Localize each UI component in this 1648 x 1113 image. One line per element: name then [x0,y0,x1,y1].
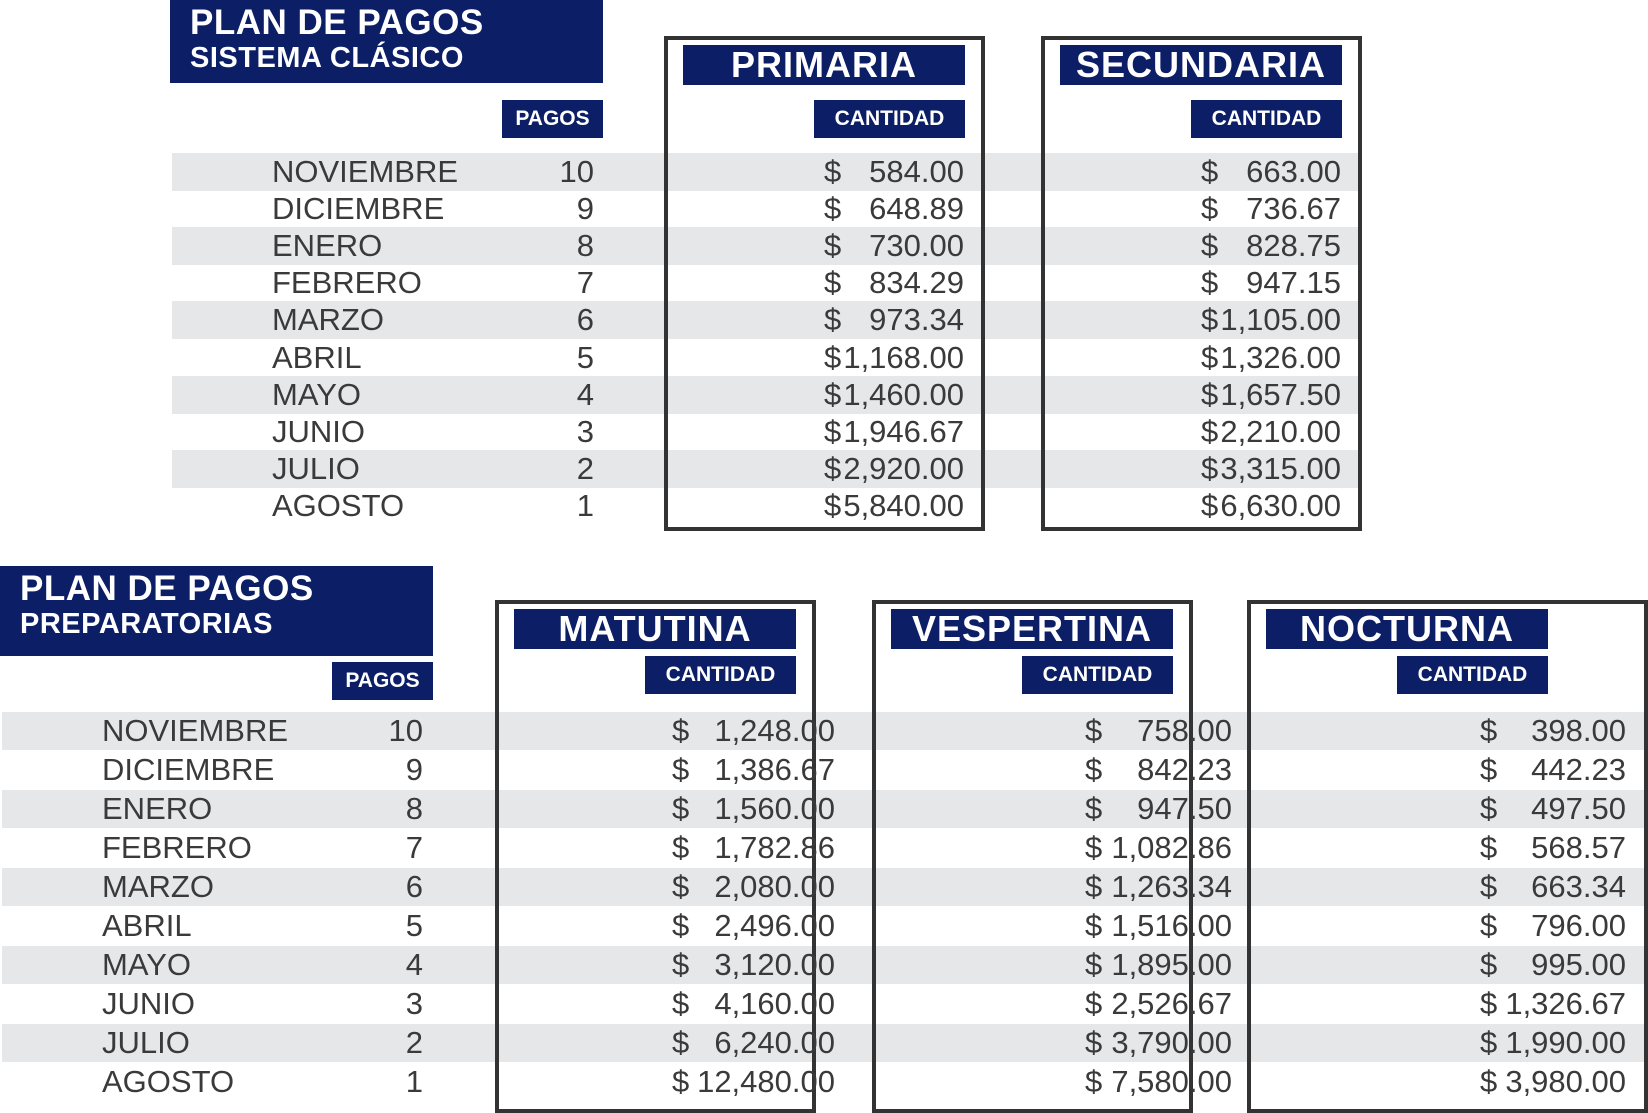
amount-value: 663.00 [1246,154,1341,189]
amount-value: 663.34 [1531,869,1626,904]
payment-count: 9 [576,191,594,227]
currency-symbol: $ [1480,947,1498,982]
amount-value: 584.00 [869,154,964,189]
payment-count: 6 [576,302,594,338]
currency-symbol: $ [672,1025,690,1060]
amount-value: 947.50 [1137,791,1232,826]
payment-count: 2 [405,1025,423,1060]
currency-symbol: $ [824,487,842,523]
amount-value: 2,080.00 [714,869,835,904]
currency-symbol: $ [1085,869,1103,904]
currency-symbol: $ [1085,986,1103,1021]
amount-value: 1,168.00 [843,339,964,375]
month-label: ABRIL [102,908,192,943]
currency-symbol: $ [672,869,690,904]
cantidad-header: CANTIDAD [814,100,965,138]
amount-value: 796.00 [1531,908,1626,943]
payment-count: 8 [576,228,594,264]
amount-value: 736.67 [1246,191,1341,227]
amount-value: 497.50 [1531,791,1626,826]
column-header: MATUTINA [514,609,796,649]
payment-count: 10 [388,713,423,748]
payment-count: 2 [576,450,594,486]
amount-value: 12,480.00 [697,1064,835,1099]
amount-value: 3,790.00 [1111,1025,1232,1060]
amount-value: 3,315.00 [1220,450,1341,486]
amount-value: 730.00 [869,228,964,264]
month-label: JUNIO [272,413,365,449]
amount-value: 1,386.67 [714,752,835,787]
currency-symbol: $ [1085,791,1103,826]
payment-count: 4 [576,376,594,412]
amount-value: 1,990.00 [1505,1025,1626,1060]
payment-count: 3 [405,986,423,1021]
amount-value: 6,240.00 [714,1025,835,1060]
section-title [0,566,433,656]
amount-value: 973.34 [869,302,964,338]
amount-value: 947.15 [1246,265,1341,301]
amount-value: 568.57 [1531,830,1626,865]
month-label: DICIEMBRE [272,191,445,227]
amount-value: 3,980.00 [1505,1064,1626,1099]
month-label: ENERO [102,791,213,826]
currency-symbol: $ [1480,713,1498,748]
payment-count: 5 [405,908,423,943]
column-header: PRIMARIA [683,45,965,85]
currency-symbol: $ [1201,450,1219,486]
amount-value: 5,840.00 [843,487,964,523]
amount-value: 828.75 [1246,228,1341,264]
amount-value: 1,946.67 [843,413,964,449]
month-label: FEBRERO [272,265,422,301]
amount-value: 1,460.00 [843,376,964,412]
currency-symbol: $ [1201,191,1219,227]
currency-symbol: $ [1480,869,1498,904]
currency-symbol: $ [824,302,842,338]
payment-count: 1 [576,487,594,523]
section-title-sub: SISTEMA CLÁSICO [190,42,464,74]
currency-symbol: $ [824,413,842,449]
currency-symbol: $ [1201,339,1219,375]
payment-count: 8 [405,791,423,826]
column-header: SECUNDARIA [1060,45,1342,85]
currency-symbol: $ [824,376,842,412]
currency-symbol: $ [672,830,690,865]
month-label: AGOSTO [102,1064,235,1099]
section-title-sub: PREPARATORIAS [20,608,274,640]
payment-count: 7 [405,830,423,865]
column-header: VESPERTINA [891,609,1173,649]
currency-symbol: $ [672,713,690,748]
cantidad-header: CANTIDAD [645,656,796,694]
payment-count: 5 [576,339,594,375]
pagos-header: PAGOS [502,100,603,138]
amount-value: 4,160.00 [714,986,835,1021]
currency-symbol: $ [1201,487,1219,523]
cantidad-header: CANTIDAD [1397,656,1548,694]
currency-symbol: $ [824,339,842,375]
currency-symbol: $ [672,947,690,982]
currency-symbol: $ [1201,302,1219,338]
currency-symbol: $ [1480,830,1498,865]
amount-value: 6,630.00 [1220,487,1341,523]
currency-symbol: $ [824,191,842,227]
amount-value: 834.29 [869,265,964,301]
currency-symbol: $ [824,228,842,264]
currency-symbol: $ [1201,376,1219,412]
payment-count: 7 [576,265,594,301]
month-label: JULIO [272,450,360,486]
month-label: DICIEMBRE [102,752,275,787]
currency-symbol: $ [1085,1064,1103,1099]
month-label: JULIO [102,1025,190,1060]
currency-symbol: $ [1085,1025,1103,1060]
amount-value: 1,782.86 [714,830,835,865]
cantidad-header: CANTIDAD [1191,100,1342,138]
currency-symbol: $ [824,154,842,189]
amount-value: 1,082.86 [1111,830,1232,865]
currency-symbol: $ [672,986,690,1021]
amount-value: 1,263.34 [1111,869,1232,904]
amount-value: 2,210.00 [1220,413,1341,449]
cantidad-header: CANTIDAD [1022,656,1173,694]
amount-value: 2,496.00 [714,908,835,943]
amount-value: 1,657.50 [1220,376,1341,412]
section-title [170,0,603,83]
currency-symbol: $ [1201,265,1219,301]
payment-count: 3 [576,413,594,449]
section-title-main: PLAN DE PAGOS [20,569,314,608]
amount-value: 1,326.00 [1220,339,1341,375]
currency-symbol: $ [1085,713,1103,748]
currency-symbol: $ [672,752,690,787]
month-label: ABRIL [272,339,362,375]
amount-value: 995.00 [1531,947,1626,982]
amount-value: 758.00 [1137,713,1232,748]
amount-value: 1,516.00 [1111,908,1232,943]
month-label: MAYO [102,947,191,982]
amount-value: 842.23 [1137,752,1232,787]
amount-value: 442.23 [1531,752,1626,787]
amount-value: 1,560.00 [714,791,835,826]
month-label: MAYO [272,376,361,412]
payment-count: 6 [405,869,423,904]
amount-value: 2,920.00 [843,450,964,486]
currency-symbol: $ [1085,947,1103,982]
currency-symbol: $ [1085,752,1103,787]
payment-count: 10 [559,154,594,189]
currency-symbol: $ [672,1064,690,1099]
amount-value: 1,326.67 [1505,986,1626,1021]
month-label: AGOSTO [272,487,405,523]
currency-symbol: $ [672,791,690,826]
section-title-main: PLAN DE PAGOS [190,3,484,42]
pagos-header: PAGOS [332,662,433,700]
currency-symbol: $ [1480,986,1498,1021]
month-label: JUNIO [102,986,195,1021]
currency-symbol: $ [1085,830,1103,865]
payment-count: 9 [405,752,423,787]
currency-symbol: $ [1480,791,1498,826]
month-label: MARZO [272,302,384,338]
month-label: FEBRERO [102,830,252,865]
currency-symbol: $ [1480,752,1498,787]
amount-value: 648.89 [869,191,964,227]
currency-symbol: $ [1480,1025,1498,1060]
amount-value: 7,580.00 [1111,1064,1232,1099]
currency-symbol: $ [1480,908,1498,943]
month-label: NOVIEMBRE [102,713,289,748]
currency-symbol: $ [1201,228,1219,264]
month-label: ENERO [272,228,383,264]
amount-value: 1,895.00 [1111,947,1232,982]
payment-count: 1 [405,1064,423,1099]
amount-value: 1,248.00 [714,713,835,748]
currency-symbol: $ [824,265,842,301]
currency-symbol: $ [824,450,842,486]
amount-value: 1,105.00 [1220,302,1341,338]
amount-value: 398.00 [1531,713,1626,748]
amount-value: 3,120.00 [714,947,835,982]
month-label: MARZO [102,869,214,904]
month-label: NOVIEMBRE [272,154,459,189]
currency-symbol: $ [1480,1064,1498,1099]
amount-value: 2,526.67 [1111,986,1232,1021]
currency-symbol: $ [672,908,690,943]
currency-symbol: $ [1201,413,1219,449]
column-header: NOCTURNA [1266,609,1548,649]
currency-symbol: $ [1201,154,1219,189]
currency-symbol: $ [1085,908,1103,943]
payment-count: 4 [405,947,423,982]
